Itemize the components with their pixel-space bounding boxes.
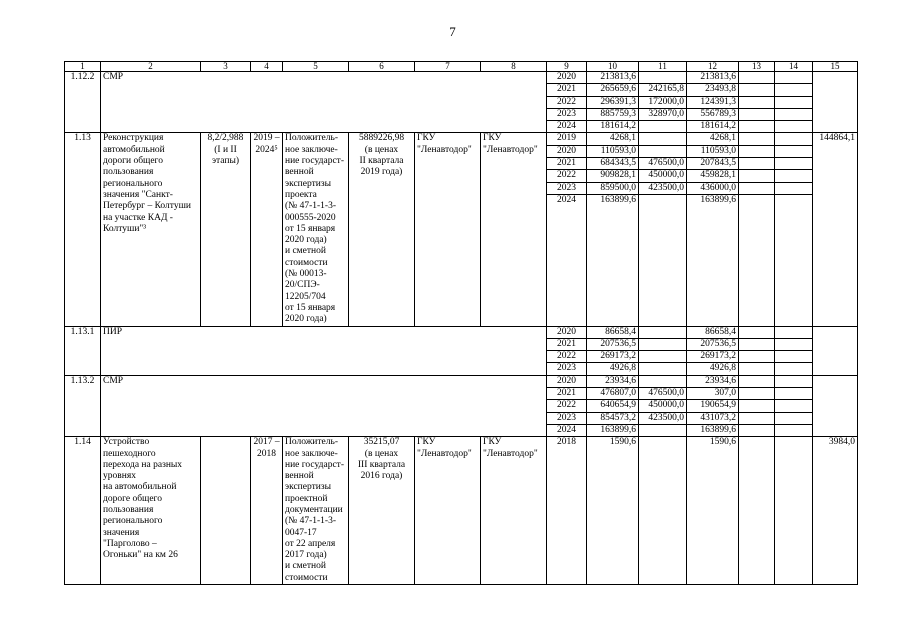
- year-cell: 2020: [547, 326, 587, 338]
- value-cell: 307,0: [687, 388, 739, 400]
- table-cell: [775, 84, 813, 96]
- table-cell: [775, 326, 813, 338]
- year-cell: 2018: [547, 437, 587, 585]
- value-cell: [639, 194, 687, 326]
- value-cell: 213813,6: [687, 72, 739, 84]
- value-cell: 144864,1: [813, 133, 858, 326]
- year-cell: 2020: [547, 375, 587, 387]
- value-cell: 854573,2: [587, 412, 639, 424]
- table-cell: [775, 158, 813, 170]
- table-cell: [739, 338, 775, 350]
- row-number: 1.12.2: [65, 72, 101, 133]
- year-cell: 2020: [547, 72, 587, 84]
- developer-cell: ГКУ "Ленавтодор": [481, 133, 547, 326]
- expertise-cell: Положитель- ное заключе- ние государст- венной экспертизы проектной документации (№ 47-1-1-3- 0047-17 от 22 апреля 2017 года) и сметной стоимости: [283, 437, 349, 585]
- year-cell: 2021: [547, 158, 587, 170]
- value-cell: 110593,0: [687, 145, 739, 157]
- value-cell: 436000,0: [687, 182, 739, 194]
- table-cell: [739, 424, 775, 436]
- value-cell: 885759,3: [587, 108, 639, 120]
- value-cell: 859500,0: [587, 182, 639, 194]
- value-cell: [639, 375, 687, 387]
- table-cell: [739, 388, 775, 400]
- table-cell: [739, 145, 775, 157]
- period-cell: 2019 – 2024⁵: [251, 133, 283, 326]
- row-name: Реконструкция автомобильной дороги общего пользования регионального значения "Санкт- Петербург – Колтуши на участке КАД - Колтуши"³: [101, 133, 201, 326]
- value-cell: 213813,6: [587, 72, 639, 84]
- table-cell: [201, 437, 251, 585]
- value-cell: 459828,1: [687, 170, 739, 182]
- value-cell: 423500,0: [639, 412, 687, 424]
- table-cell: [739, 437, 775, 585]
- table-cell: [775, 437, 813, 585]
- value-cell: 556789,3: [687, 108, 739, 120]
- row-name: Устройство пешеходного перехода на разных уровнях на автомобильной дороге общего пользования регионального значения "Парголово – Огоньки" на км 26: [101, 437, 201, 585]
- column-header: 5: [283, 62, 349, 72]
- table-row: [65, 437, 858, 585]
- value-cell: 450000,0: [639, 400, 687, 412]
- table-cell: [739, 182, 775, 194]
- value-cell: 476500,0: [639, 388, 687, 400]
- table-cell: [775, 351, 813, 363]
- table-cell: [813, 72, 858, 133]
- value-cell: 207843,5: [687, 158, 739, 170]
- year-cell: 2022: [547, 351, 587, 363]
- value-cell: 207536,5: [587, 338, 639, 350]
- value-cell: [639, 424, 687, 436]
- value-cell: 207536,5: [687, 338, 739, 350]
- row-number: 1.14: [65, 437, 101, 585]
- row-name: СМР: [101, 72, 547, 133]
- year-cell: 2021: [547, 388, 587, 400]
- value-cell: [639, 338, 687, 350]
- value-cell: 163899,6: [587, 424, 639, 436]
- table-row: [65, 72, 858, 84]
- column-header: 13: [739, 62, 775, 72]
- value-cell: 1590,6: [587, 437, 639, 585]
- table-cell: [739, 84, 775, 96]
- value-cell: [639, 121, 687, 133]
- table-cell: [739, 194, 775, 326]
- table-cell: [813, 375, 858, 436]
- table-row: [65, 326, 858, 338]
- year-cell: 2023: [547, 182, 587, 194]
- column-header: 9: [547, 62, 587, 72]
- value-cell: 640654,9: [587, 400, 639, 412]
- value-cell: 86658,4: [687, 326, 739, 338]
- column-header: 1: [65, 62, 101, 72]
- value-cell: 4926,8: [687, 363, 739, 375]
- year-cell: 2021: [547, 84, 587, 96]
- table-cell: [739, 375, 775, 387]
- value-cell: 23934,6: [587, 375, 639, 387]
- table-row: [65, 62, 858, 72]
- value-cell: 163899,6: [687, 424, 739, 436]
- table-cell: [775, 375, 813, 387]
- column-header: 8: [481, 62, 547, 72]
- value-cell: 181614,2: [587, 121, 639, 133]
- table-cell: [739, 108, 775, 120]
- value-cell: 269173,2: [687, 351, 739, 363]
- year-cell: 2023: [547, 108, 587, 120]
- row-name: ПИР: [101, 326, 547, 375]
- table-cell: [775, 338, 813, 350]
- column-header: 14: [775, 62, 813, 72]
- year-cell: 2022: [547, 400, 587, 412]
- value-cell: [639, 145, 687, 157]
- value-cell: 110593,0: [587, 145, 639, 157]
- year-cell: 2020: [547, 145, 587, 157]
- row-number: 1.13: [65, 133, 101, 326]
- year-cell: 2024: [547, 424, 587, 436]
- year-cell: 2023: [547, 363, 587, 375]
- value-cell: 4268,1: [587, 133, 639, 145]
- table-cell: [775, 121, 813, 133]
- period-cell: 2017 – 2018: [251, 437, 283, 585]
- table-cell: [775, 170, 813, 182]
- table-cell: [775, 194, 813, 326]
- column-header: 7: [415, 62, 481, 72]
- row-number: 1.13.1: [65, 326, 101, 375]
- table-cell: [775, 363, 813, 375]
- value-cell: [639, 363, 687, 375]
- table-cell: [739, 133, 775, 145]
- value-cell: 909828,1: [587, 170, 639, 182]
- investment-table: [64, 61, 858, 585]
- value-cell: 684343,5: [587, 158, 639, 170]
- table-cell: [775, 96, 813, 108]
- value-cell: 181614,2: [687, 121, 739, 133]
- value-cell: 296391,3: [587, 96, 639, 108]
- value-cell: 431073,2: [687, 412, 739, 424]
- value-cell: 23934,6: [687, 375, 739, 387]
- value-cell: [639, 133, 687, 145]
- value-cell: 172000,0: [639, 96, 687, 108]
- value-cell: 3984,0: [813, 437, 858, 585]
- column-header: 10: [587, 62, 639, 72]
- table-cell: [775, 108, 813, 120]
- value-cell: 265659,6: [587, 84, 639, 96]
- table-cell: [739, 363, 775, 375]
- column-header: 11: [639, 62, 687, 72]
- table-cell: [739, 326, 775, 338]
- column-header: 3: [201, 62, 251, 72]
- value-cell: 163899,6: [587, 194, 639, 326]
- year-cell: 2021: [547, 338, 587, 350]
- value-cell: [639, 351, 687, 363]
- value-cell: 476500,0: [639, 158, 687, 170]
- table-cell: [739, 121, 775, 133]
- table-cell: [739, 96, 775, 108]
- table-cell: [739, 170, 775, 182]
- year-cell: 2022: [547, 170, 587, 182]
- table-row: [65, 375, 858, 387]
- year-cell: 2024: [547, 194, 587, 326]
- page-number: 7: [449, 24, 456, 39]
- value-cell: 124391,3: [687, 96, 739, 108]
- value-cell: 328970,0: [639, 108, 687, 120]
- customer-cell: ГКУ "Ленавтодор": [415, 437, 481, 585]
- column-header: 4: [251, 62, 283, 72]
- value-cell: 163899,6: [687, 194, 739, 326]
- value-cell: 4926,8: [587, 363, 639, 375]
- table-cell: [639, 437, 687, 585]
- developer-cell: ГКУ "Ленавтодор": [481, 437, 547, 585]
- table-cell: [739, 412, 775, 424]
- table-cell: [775, 72, 813, 84]
- year-cell: 2024: [547, 121, 587, 133]
- table-cell: [775, 424, 813, 436]
- column-header: 15: [813, 62, 858, 72]
- table-cell: [775, 400, 813, 412]
- value-cell: 242165,8: [639, 84, 687, 96]
- year-cell: 2023: [547, 412, 587, 424]
- value-cell: [639, 326, 687, 338]
- cost-cell: 35215,07 (в ценах III квартала 2016 года): [349, 437, 415, 585]
- table-cell: [739, 400, 775, 412]
- table-cell: [739, 72, 775, 84]
- column-header: 12: [687, 62, 739, 72]
- table-cell: [813, 326, 858, 375]
- capacity-cell: 8,2/2,988 (I и II этапы): [201, 133, 251, 326]
- value-cell: 4268,1: [687, 133, 739, 145]
- value-cell: 23493,8: [687, 84, 739, 96]
- cost-cell: 5889226,98 (в ценах II квартала 2019 года): [349, 133, 415, 326]
- value-cell: 450000,0: [639, 170, 687, 182]
- value-cell: 476807,0: [587, 388, 639, 400]
- year-cell: 2019: [547, 133, 587, 145]
- value-cell: 86658,4: [587, 326, 639, 338]
- value-cell: [639, 72, 687, 84]
- table-cell: [739, 158, 775, 170]
- row-number: 1.13.2: [65, 375, 101, 436]
- table-cell: [739, 351, 775, 363]
- value-cell: 269173,2: [587, 351, 639, 363]
- table-cell: [775, 145, 813, 157]
- table-cell: [775, 412, 813, 424]
- column-header: 6: [349, 62, 415, 72]
- customer-cell: ГКУ "Ленавтодор": [415, 133, 481, 326]
- table-cell: [775, 133, 813, 145]
- value-cell: 190654,9: [687, 400, 739, 412]
- table-cell: [775, 182, 813, 194]
- year-cell: 2022: [547, 96, 587, 108]
- row-name: СМР: [101, 375, 547, 436]
- table-cell: [775, 388, 813, 400]
- value-cell: 423500,0: [639, 182, 687, 194]
- expertise-cell: Положитель- ное заключе- ние государст- венной экспертизы проекта (№ 47-1-1-3- 000555-2020 от 15 января 2020 года) и сметной стоимости (№ 00013- 20/СПЭ- 12205/704 от 15 января 2020 года): [283, 133, 349, 326]
- table-row: [65, 133, 858, 145]
- column-header: 2: [101, 62, 201, 72]
- value-cell: 1590,6: [687, 437, 739, 585]
